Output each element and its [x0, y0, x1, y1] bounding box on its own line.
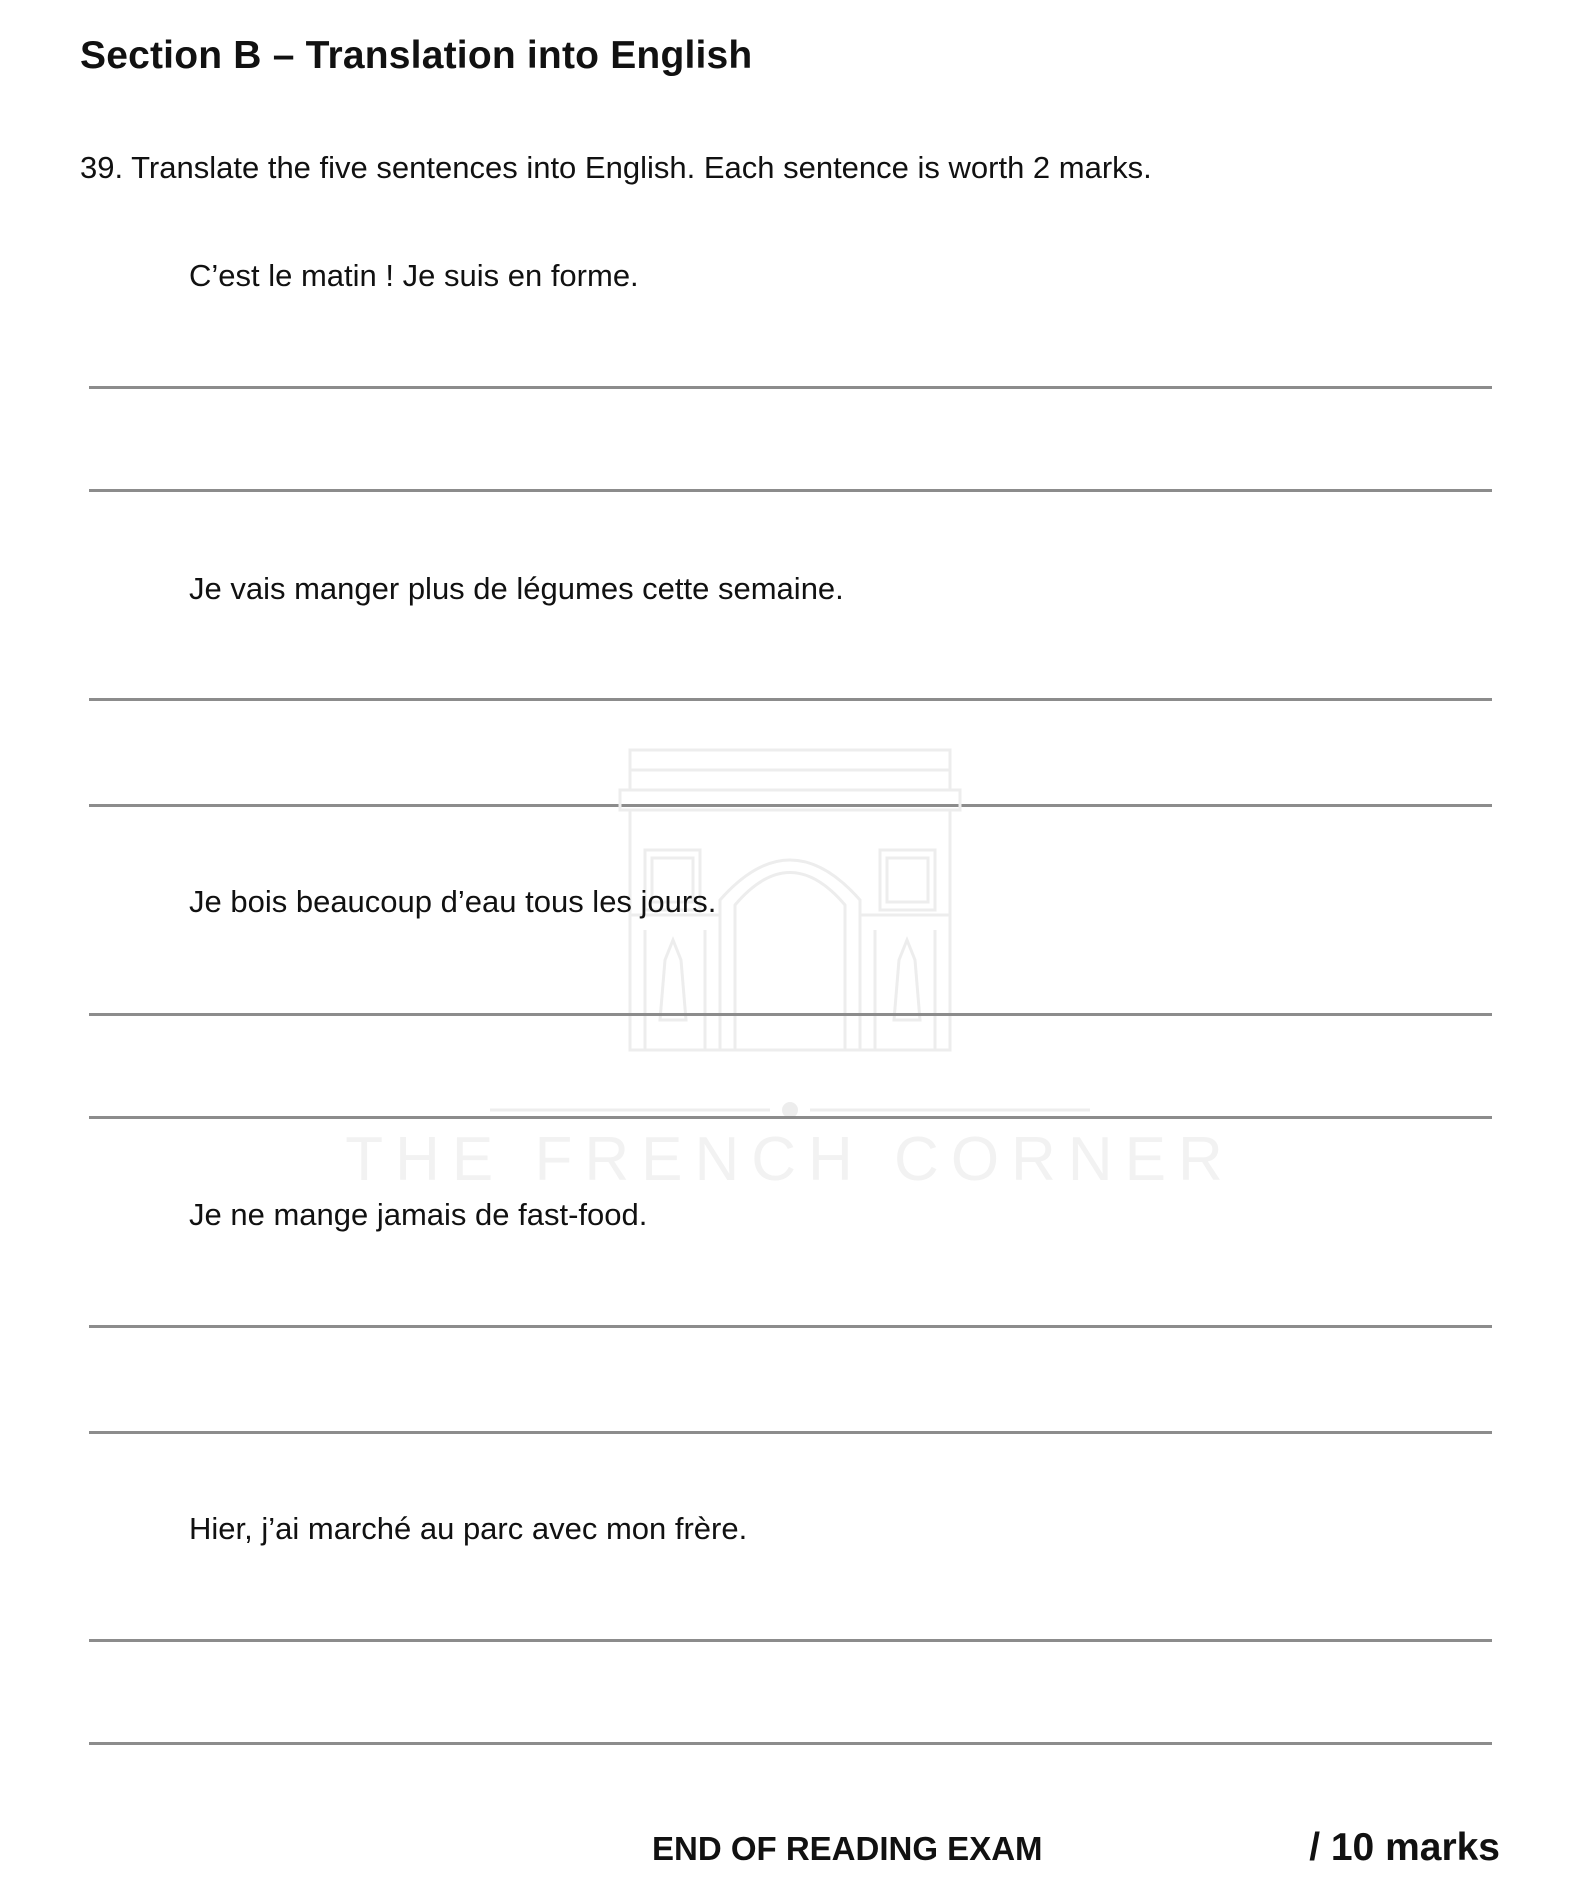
sentence-2: Je vais manger plus de légumes cette semaine.	[189, 571, 844, 606]
sentence-1: C’est le matin ! Je suis en forme.	[189, 258, 639, 293]
watermark-arch	[720, 860, 860, 1050]
watermark-text: THE FRENCH CORNER	[345, 1125, 1235, 1194]
total-marks-label: / 10 marks	[1309, 1826, 1500, 1869]
answer-line-2b[interactable]	[89, 804, 1492, 807]
section-title: Section B – Translation into English	[80, 34, 753, 77]
sentence-5: Hier, j’ai marché au parc avec mon frère.	[189, 1511, 748, 1546]
end-of-exam-label: END OF READING EXAM	[652, 1830, 1043, 1867]
answer-line-3b[interactable]	[89, 1116, 1492, 1119]
watermark-statue-right	[894, 940, 920, 1020]
question-instruction: 39. Translate the five sentences into English. Each sentence is worth 2 marks.	[80, 150, 1152, 185]
answer-line-2a[interactable]	[89, 698, 1492, 701]
watermark-cornice-bottom	[620, 790, 960, 810]
answer-line-5b[interactable]	[89, 1742, 1492, 1745]
answer-line-1a[interactable]	[89, 386, 1492, 389]
arc-de-triomphe-watermark	[345, 740, 1235, 1200]
watermark-cornice-top	[630, 750, 950, 790]
answer-line-3a[interactable]	[89, 1013, 1492, 1016]
answer-line-5a[interactable]	[89, 1639, 1492, 1642]
watermark-statue-left	[660, 940, 686, 1020]
answer-line-4b[interactable]	[89, 1431, 1492, 1434]
sentence-3: Je bois beaucoup d’eau tous les jours.	[189, 884, 717, 919]
sentence-4: Je ne mange jamais de fast-food.	[189, 1197, 648, 1232]
answer-line-1b[interactable]	[89, 489, 1492, 492]
answer-line-4a[interactable]	[89, 1325, 1492, 1328]
